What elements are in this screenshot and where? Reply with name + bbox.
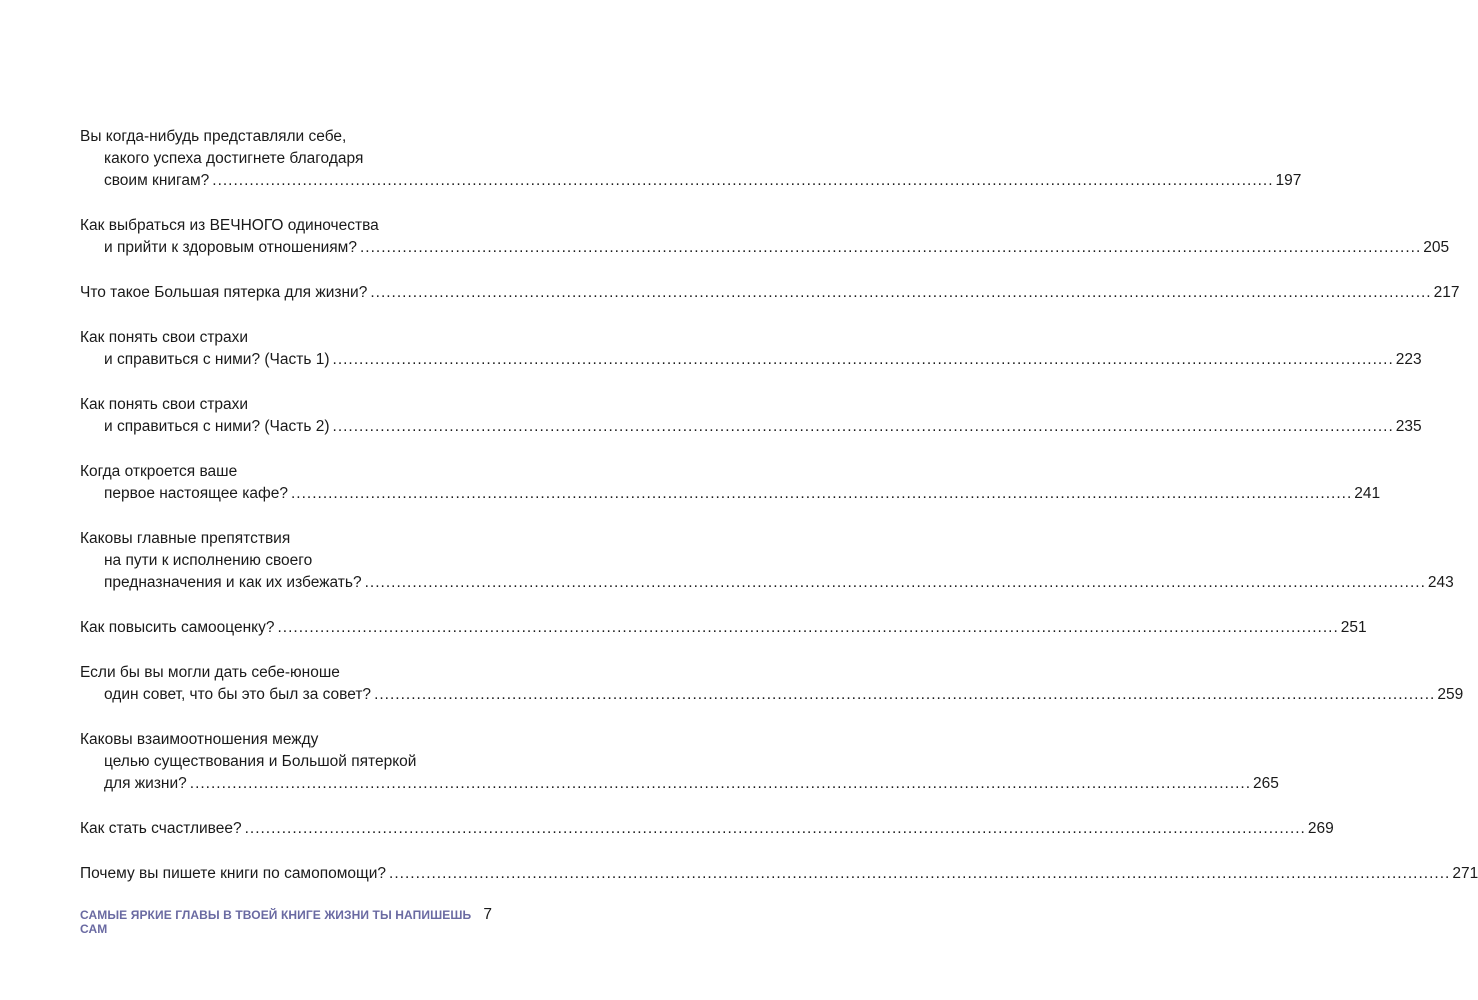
toc-entry [80, 327, 1422, 371]
toc-entry [80, 729, 1279, 795]
toc-page-number: 223 [1395, 351, 1422, 368]
toc-page-number: 243 [1427, 574, 1454, 591]
toc-entry [80, 282, 1460, 304]
toc-entry-last-line [80, 170, 1302, 192]
toc-page-number: 241 [1354, 485, 1381, 502]
toc-entry [80, 617, 1367, 639]
toc-entry-line: Почему вы пишете книги по самопомощи? [80, 865, 387, 882]
toc-entry-line: Как повысить самооценку? [80, 619, 275, 636]
toc-page-number: 265 [1253, 775, 1279, 792]
toc-entry-line: для жизни? [104, 775, 187, 792]
toc-entry-last-line [80, 483, 1381, 505]
toc-entry-line: на пути к исполнению своего [104, 552, 313, 569]
toc-entry [80, 863, 1478, 885]
toc-entry-line: Как стать счастливее? [80, 820, 242, 837]
toc-page-number: 217 [1433, 284, 1460, 301]
toc-entry-last-line [80, 416, 1422, 438]
toc-entry [80, 528, 1454, 594]
toc-entry-last-line [80, 863, 1478, 885]
toc-entry-line: Каковы взаимоотношения между [80, 731, 319, 748]
toc-entry-last-line [80, 572, 1454, 594]
toc-entry [80, 394, 1422, 438]
toc-entry-line: Как понять свои страхи [80, 396, 249, 413]
dot-leader: ........................................................................................................................................................................................................ [359, 239, 1422, 256]
dot-leader: ........................................................................................................................................................................................................ [290, 485, 1353, 502]
toc-entry [80, 818, 1334, 840]
toc-entry-line: первое настоящее кафе? [104, 485, 288, 502]
toc-entry-line: Вы когда-нибудь представляли себе, [80, 128, 347, 145]
toc-entry-last-line [80, 617, 1367, 639]
table-of-contents [80, 126, 1478, 908]
toc-entry-line: Как выбраться из ВЕЧНОГО одиночества [80, 217, 379, 234]
toc-entry-line: и прийти к здоровым отношениям? [104, 239, 357, 256]
toc-page-number: 205 [1423, 239, 1450, 256]
toc-entry-line: своим книгам? [104, 172, 210, 189]
page-footer [80, 906, 492, 936]
toc-entry-line: один совет, что бы это был за совет? [104, 686, 372, 703]
toc-page-number: 271 [1452, 865, 1478, 882]
toc-page-number: 251 [1340, 619, 1367, 636]
toc-page-number: 235 [1395, 418, 1422, 435]
dot-leader: ........................................................................................................................................................................................................ [244, 820, 1306, 837]
toc-entry-line: Что такое Большая пятерка для жизни? [80, 284, 368, 301]
dot-leader: ........................................................................................................................................................................................................ [212, 172, 1274, 189]
toc-entry-line: предназначения и как их избежать? [104, 574, 362, 591]
toc-entry-line: какого успеха достигнете благодаря [104, 150, 364, 167]
page-number: 7 [483, 906, 492, 923]
toc-entry [80, 215, 1450, 259]
dot-leader: ........................................................................................................................................................................................................ [332, 418, 1394, 435]
dot-leader: ........................................................................................................................................................................................................ [389, 865, 1451, 882]
toc-entry-line: Если бы вы могли дать себе-юноше [80, 664, 340, 681]
dot-leader: ........................................................................................................................................................................................................ [189, 775, 1252, 792]
toc-page-number: 197 [1275, 172, 1302, 189]
toc-entry-line: целью существования и Большой пятеркой [104, 753, 417, 770]
toc-entry-last-line [80, 237, 1450, 259]
toc-entry-line: и справиться с ними? (Часть 1) [104, 351, 330, 368]
toc-entry [80, 461, 1381, 505]
toc-entry-last-line [80, 349, 1422, 371]
toc-entry [80, 662, 1464, 706]
toc-entry-last-line [80, 282, 1460, 304]
toc-entry-last-line [80, 818, 1334, 840]
dot-leader: ........................................................................................................................................................................................................ [277, 619, 1339, 636]
toc-entry-line: Когда откроется ваше [80, 463, 238, 480]
dot-leader: ........................................................................................................................................................................................................ [374, 686, 1436, 703]
toc-page-number: 269 [1307, 820, 1334, 837]
dot-leader: ........................................................................................................................................................................................................ [370, 284, 1432, 301]
toc-page-number: 259 [1437, 686, 1464, 703]
toc-entry [80, 126, 1302, 192]
toc-entry-last-line [80, 773, 1279, 795]
toc-entry-last-line [80, 684, 1464, 706]
toc-entry-line: и справиться с ними? (Часть 2) [104, 418, 330, 435]
dot-leader: ........................................................................................................................................................................................................ [364, 574, 1426, 591]
running-title: САМЫЕ ЯРКИЕ ГЛАВЫ В ТВОЕЙ КНИГЕ ЖИЗНИ ТЫ НАПИШЕШЬ САМ [80, 908, 472, 936]
dot-leader: ........................................................................................................................................................................................................ [332, 351, 1394, 368]
toc-entry-line: Каковы главные препятствия [80, 530, 291, 547]
toc-entry-line: Как понять свои страхи [80, 329, 249, 346]
